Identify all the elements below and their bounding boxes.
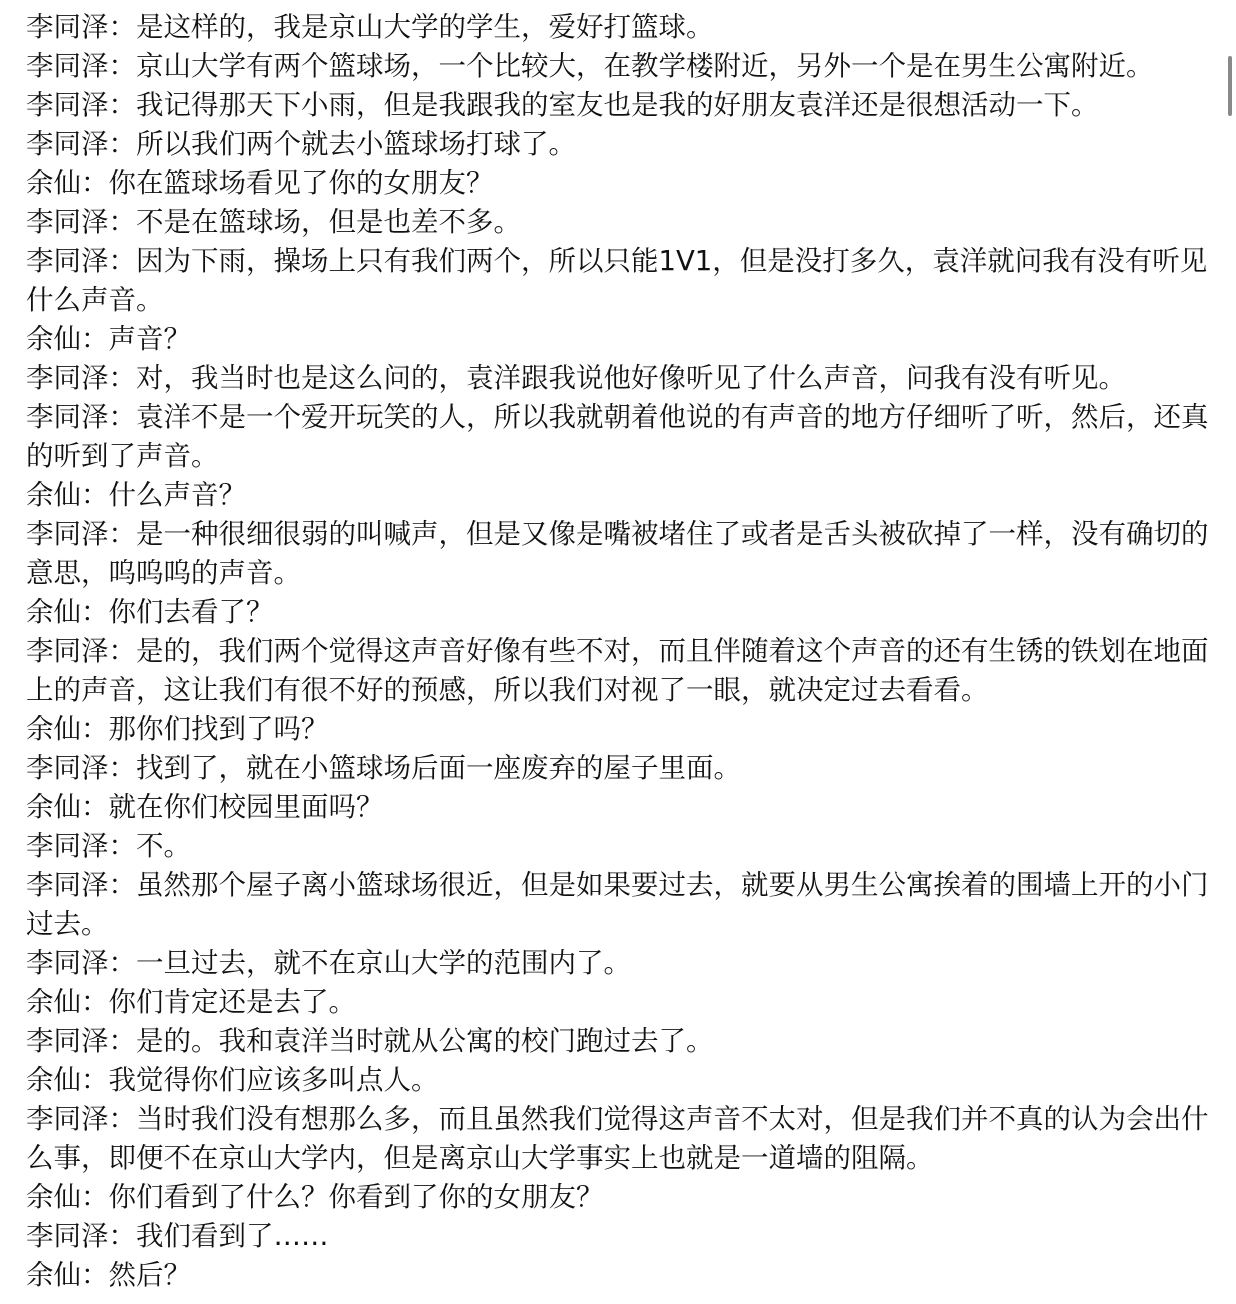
dialogue-line: 李同泽：虽然那个屋子离小篮球场很近，但是如果要过去，就要从男生公寓挨着的围墙上开的小门过去。: [26, 869, 1209, 940]
dialogue-line: 李同泽：不。: [26, 830, 191, 862]
dialogue-line: 余仙：那你们找到了吗？: [26, 713, 329, 745]
dialogue-line: 李同泽：是这样的，我是京山大学的学生，爱好打篮球。: [26, 11, 714, 43]
dialogue-line: 余仙：我觉得你们应该多叫点人。: [26, 1064, 439, 1096]
dialogue-line: 李同泽：当时我们没有想那么多，而且虽然我们觉得这声音不太对，但是我们并不真的认为会出什么事，即便不在京山大学内，但是离京山大学事实上也就是一道墙的阻隔。: [26, 1103, 1209, 1174]
dialogue-line: 李同泽：找到了，就在小篮球场后面一座废弃的屋子里面。: [26, 752, 741, 784]
dialogue-line: 余仙：你们看到了什么？你看到了你的女朋友？: [26, 1181, 604, 1213]
dialogue-line: 李同泽：不是在篮球场，但是也差不多。: [26, 206, 521, 238]
dialogue-line: 余仙：什么声音？: [26, 479, 246, 511]
dialogue-line: 李同泽：是的，我们两个觉得这声音好像有些不对，而且伴随着这个声音的还有生锈的铁划在地面上的声音，这让我们有很不好的预感，所以我们对视了一眼，就决定过去看看。: [26, 635, 1209, 706]
dialogue-transcript: [26, 8, 1218, 1295]
dialogue-line: 余仙：你在篮球场看见了你的女朋友？: [26, 167, 494, 199]
dialogue-line: 李同泽：我们看到了……: [26, 1220, 329, 1252]
dialogue-line: 李同泽：一旦过去，就不在京山大学的范围内了。: [26, 947, 631, 979]
dialogue-line: 李同泽：京山大学有两个篮球场，一个比较大，在教学楼附近，另外一个是在男生公寓附近。: [26, 50, 1154, 82]
dialogue-line: 李同泽：是的。我和袁洋当时就从公寓的校门跑过去了。: [26, 1025, 714, 1057]
dialogue-line: 余仙：你们肯定还是去了。: [26, 986, 356, 1018]
dialogue-line: 余仙：声音？: [26, 323, 191, 355]
dialogue-line: 李同泽：是一种很细很弱的叫喊声，但是又像是嘴被堵住了或者是舌头被砍掉了一样，没有确切的意思，呜呜呜的声音。: [26, 518, 1209, 589]
dialogue-line: 李同泽：因为下雨，操场上只有我们两个，所以只能1V1，但是没打多久，袁洋就问我有没有听见什么声音。: [26, 245, 1208, 316]
dialogue-line: 余仙：然后？: [26, 1259, 191, 1291]
dialogue-line: 余仙：就在你们校园里面吗？: [26, 791, 384, 823]
dialogue-line: 李同泽：袁洋不是一个爱开玩笑的人，所以我就朝着他说的有声音的地方仔细听了听，然后，还真的听到了声音。: [26, 401, 1209, 472]
dialogue-line: 李同泽：我记得那天下小雨，但是我跟我的室友也是我的好朋友袁洋还是很想活动一下。: [26, 89, 1099, 121]
vertical-scrollbar-thumb[interactable]: [1228, 56, 1232, 116]
dialogue-line: 余仙：你们去看了？: [26, 596, 274, 628]
dialogue-line: 李同泽：所以我们两个就去小篮球场打球了。: [26, 128, 576, 160]
dialogue-line: 李同泽：对，我当时也是这么问的，袁洋跟我说他好像听见了什么声音，问我有没有听见。: [26, 362, 1126, 394]
